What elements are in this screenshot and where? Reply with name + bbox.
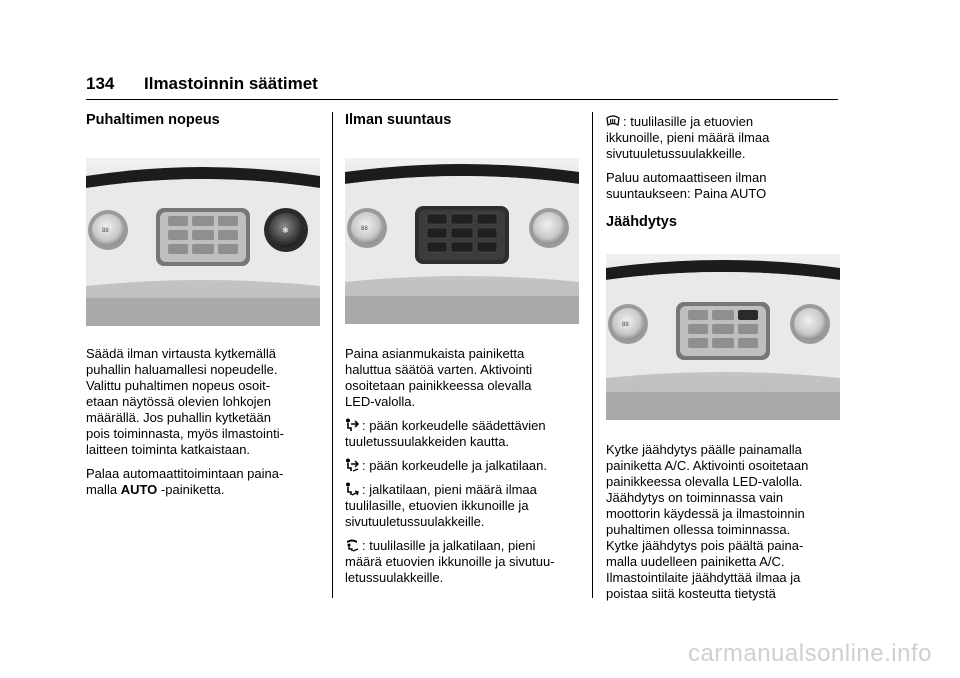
text-line: pois toiminnasta, myös ilmastointi- (86, 426, 284, 441)
text-line: puhaltimen ollessa toiminnassa. (606, 522, 791, 537)
text-line: letussuulakkeille. (345, 570, 444, 585)
text-line: laitteen toiminta katkaistaan. (86, 442, 251, 457)
watermark: carmanualsonline.info (688, 640, 932, 667)
text-line: määrällä. Jos puhallin kytketään (86, 410, 271, 425)
text-line: LED-valolla. (345, 394, 416, 409)
text-line: etaan näytössä olevien lohkojen (86, 394, 272, 409)
text-segment: -painiketta. (157, 482, 225, 497)
text-line (345, 458, 579, 474)
column-divider-1 (332, 112, 333, 598)
face-vent-icon (345, 418, 359, 432)
text-line: sivutuuletussuulakkeille. (606, 146, 746, 161)
text-line: painikkeessa olevalla LED-valolla. (606, 474, 803, 489)
paragraph-direction-intro (345, 346, 579, 410)
heading-fan-speed: Puhaltimen nopeus (86, 112, 220, 128)
page-header (86, 70, 838, 100)
defrost-icon (606, 114, 620, 128)
column-air-direction (345, 110, 579, 594)
text-segment: : jalkatilaan, pieni määrä ilmaa (362, 482, 537, 497)
text-line: Kytke jäähdytys pois päältä paina- (606, 538, 804, 553)
paragraph-cooling (606, 442, 840, 602)
text-line: tuuletussuulakkeiden kautta. (345, 434, 510, 449)
text-line: moottorin käydessä ja ilmastoinnin (606, 506, 805, 521)
paragraph-mode-face (345, 418, 579, 450)
text-line: Ilmastointilaite jäähdyttää ilmaa ja (606, 570, 801, 585)
paragraph-mode-bilevel (345, 458, 579, 474)
text-line (345, 418, 579, 434)
text-line (345, 538, 579, 554)
paragraph-fan-speed (86, 346, 320, 458)
text-line: poistaa siitä kosteutta tietystä (606, 586, 776, 601)
text-segment: : pään korkeudelle säädettävien (362, 418, 546, 433)
svg-text:88: 88 (361, 226, 368, 232)
page-number: 134 (86, 74, 115, 93)
text-line: Valittu puhaltimen nopeus osoit- (86, 378, 271, 393)
text-line: ikkunoille, pieni määrä ilmaa (606, 130, 770, 145)
text-segment: : pään korkeudelle ja jalkatilaan. (362, 458, 548, 473)
text-line: Paluu automaattiseen ilman (606, 170, 767, 185)
text-line: osoitetaan painikkeessa olevalla (345, 378, 532, 393)
auto-label: AUTO (120, 482, 158, 497)
text-line: Jäähdytys on toiminnassa vain (606, 490, 784, 505)
text-line (345, 482, 579, 498)
text-line: painiketta A/C. Aktivointi osoitetaan (606, 458, 809, 473)
text-line: määrä etuovien ikkunoille ja sivutuu- (345, 554, 555, 569)
climate-panel-photo-fan (86, 158, 320, 326)
heading-cooling: Jäähdytys (606, 214, 677, 230)
column-fan-speed (86, 110, 320, 506)
svg-text:88: 88 (102, 228, 109, 234)
paragraph-auto-direction (606, 170, 840, 202)
paragraph-auto-return (86, 466, 320, 498)
text-line: tuulilasille, etuovien ikkunoille ja (345, 498, 529, 513)
text-line: puhallin haluamallesi nopeudelle. (86, 362, 278, 377)
floor-vent-icon (345, 482, 359, 496)
climate-panel-photo-ac (606, 254, 840, 420)
text-segment: : tuulilasille ja jalkatilaan, pieni (362, 538, 536, 553)
text-segment: malla (86, 482, 121, 497)
svg-text:88: 88 (622, 322, 629, 328)
text-line: suuntaukseen: Paina AUTO (606, 186, 767, 201)
column-cooling (606, 110, 840, 610)
paragraph-mode-floor-defrost (345, 538, 579, 586)
climate-panel-photo-direction (345, 158, 579, 324)
svg-text:✱: ✱ (282, 226, 289, 235)
text-line: Paina asianmukaista painiketta (345, 346, 525, 361)
text-line: haluttua säätöä varten. Aktivointi (345, 362, 533, 377)
section-title: Ilmastoinnin säätimet (144, 74, 318, 93)
bi-level-icon (345, 458, 359, 472)
column-divider-2 (592, 112, 593, 598)
paragraph-mode-floor (345, 482, 579, 530)
text-line (86, 482, 320, 498)
text-line: Säädä ilman virtausta kytkemällä (86, 346, 277, 361)
text-segment: : tuulilasille ja etuovien (623, 114, 754, 129)
text-line: Kytke jäähdytys päälle painamalla (606, 442, 802, 457)
text-line: Palaa automaattitoimintaan paina- (86, 466, 284, 481)
text-line: sivutuuletussuulakkeille. (345, 514, 485, 529)
text-line (606, 114, 840, 130)
heading-air-direction: Ilman suuntaus (345, 112, 452, 128)
floor-defrost-icon (345, 538, 359, 552)
paragraph-mode-defrost (606, 114, 840, 162)
text-line: malla uudelleen painiketta A/C. (606, 554, 785, 569)
